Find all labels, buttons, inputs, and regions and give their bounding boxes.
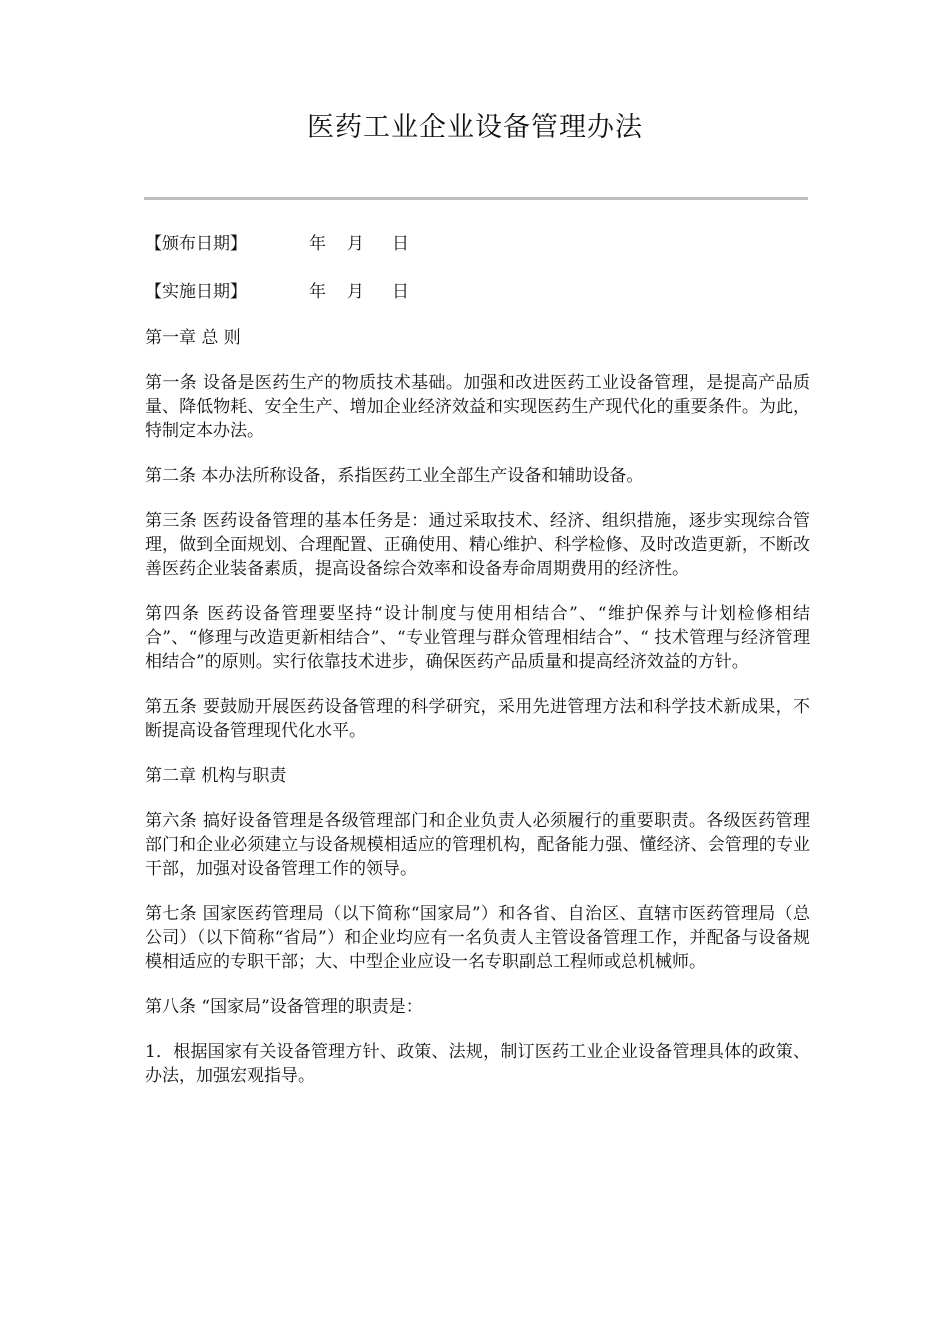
implementation-month: 月 (347, 282, 364, 302)
document-body (145, 230, 810, 1109)
document-title: 医药工业企业设备管理办法 (307, 112, 643, 143)
promulgation-month: 月 (347, 234, 364, 254)
article-7: 第七条 国家医药管理局（以下简称“国家局”）和各省、自治区、直辖市医药管理局（总公司）（以下简称“省局”）和企业均应有一名负责人主管设备管理工作，并配备与设备规模相适应的专职干部；大、中型企业应设一名专职副总工程师或总机械师。 (145, 904, 810, 972)
article-8-item-1: 1．根据国家有关设备管理方针、政策、法规，制订医药工业企业设备管理具体的政策、办法，加强宏观指导。 (145, 1042, 810, 1086)
article-1: 第一条 设备是医药生产的物质技术基础。加强和改进医药工业设备管理，是提高产品质量、降低物耗、安全生产、增加企业经济效益和实现医药生产现代化的重要条件。为此，特制定本办法。 (145, 373, 810, 441)
chapter-1-heading: 第一章 总 则 (145, 328, 241, 348)
promulgation-year: 年 (309, 234, 326, 254)
promulgation-date-label: 【颁布日期】 (145, 234, 247, 254)
promulgation-date-row (145, 230, 810, 258)
chapter-2-heading: 第二章 机构与职责 (145, 766, 287, 786)
implementation-date-label: 【实施日期】 (145, 282, 247, 302)
article-6: 第六条 搞好设备管理是各级管理部门和企业负责人必须履行的重要职责。各级医药管理部门和企业必须建立与设备规模相适应的管理机构，配备能力强、懂经济、会管理的专业干部，加强对设备管理工作的领导。 (145, 811, 810, 879)
article-4: 第四条 医药设备管理要坚持“设计制度与使用相结合”、“维护保养与计划检修相结合”、“修理与改造更新相结合”、“专业管理与群众管理相结合”、“ 技术管理与经济管理相结合”的原则。实行依靠技术进步，确保医药产品质量和提高经济效益的方针。 (145, 604, 810, 672)
article-5: 第五条 要鼓励开展医药设备管理的科学研究，采用先进管理方法和科学技术新成果，不断提高设备管理现代化水平。 (145, 697, 810, 741)
article-3: 第三条 医药设备管理的基本任务是：通过采取技术、经济、组织措施，逐步实现综合管理，做到全面规划、合理配置、正确使用、精心维护、科学检修、及时改造更新，不断改善医药企业装备素质，提高设备综合效率和设备寿命周期费用的经济性。 (145, 511, 810, 579)
implementation-year: 年 (309, 282, 326, 302)
title-divider (144, 197, 808, 200)
implementation-date-row (145, 278, 810, 306)
promulgation-day: 日 (392, 234, 409, 254)
article-8: 第八条 “国家局”设备管理的职责是： (145, 997, 423, 1017)
article-2: 第二条 本办法所称设备，系指医药工业全部生产设备和辅助设备。 (145, 466, 644, 486)
implementation-day: 日 (392, 282, 409, 302)
